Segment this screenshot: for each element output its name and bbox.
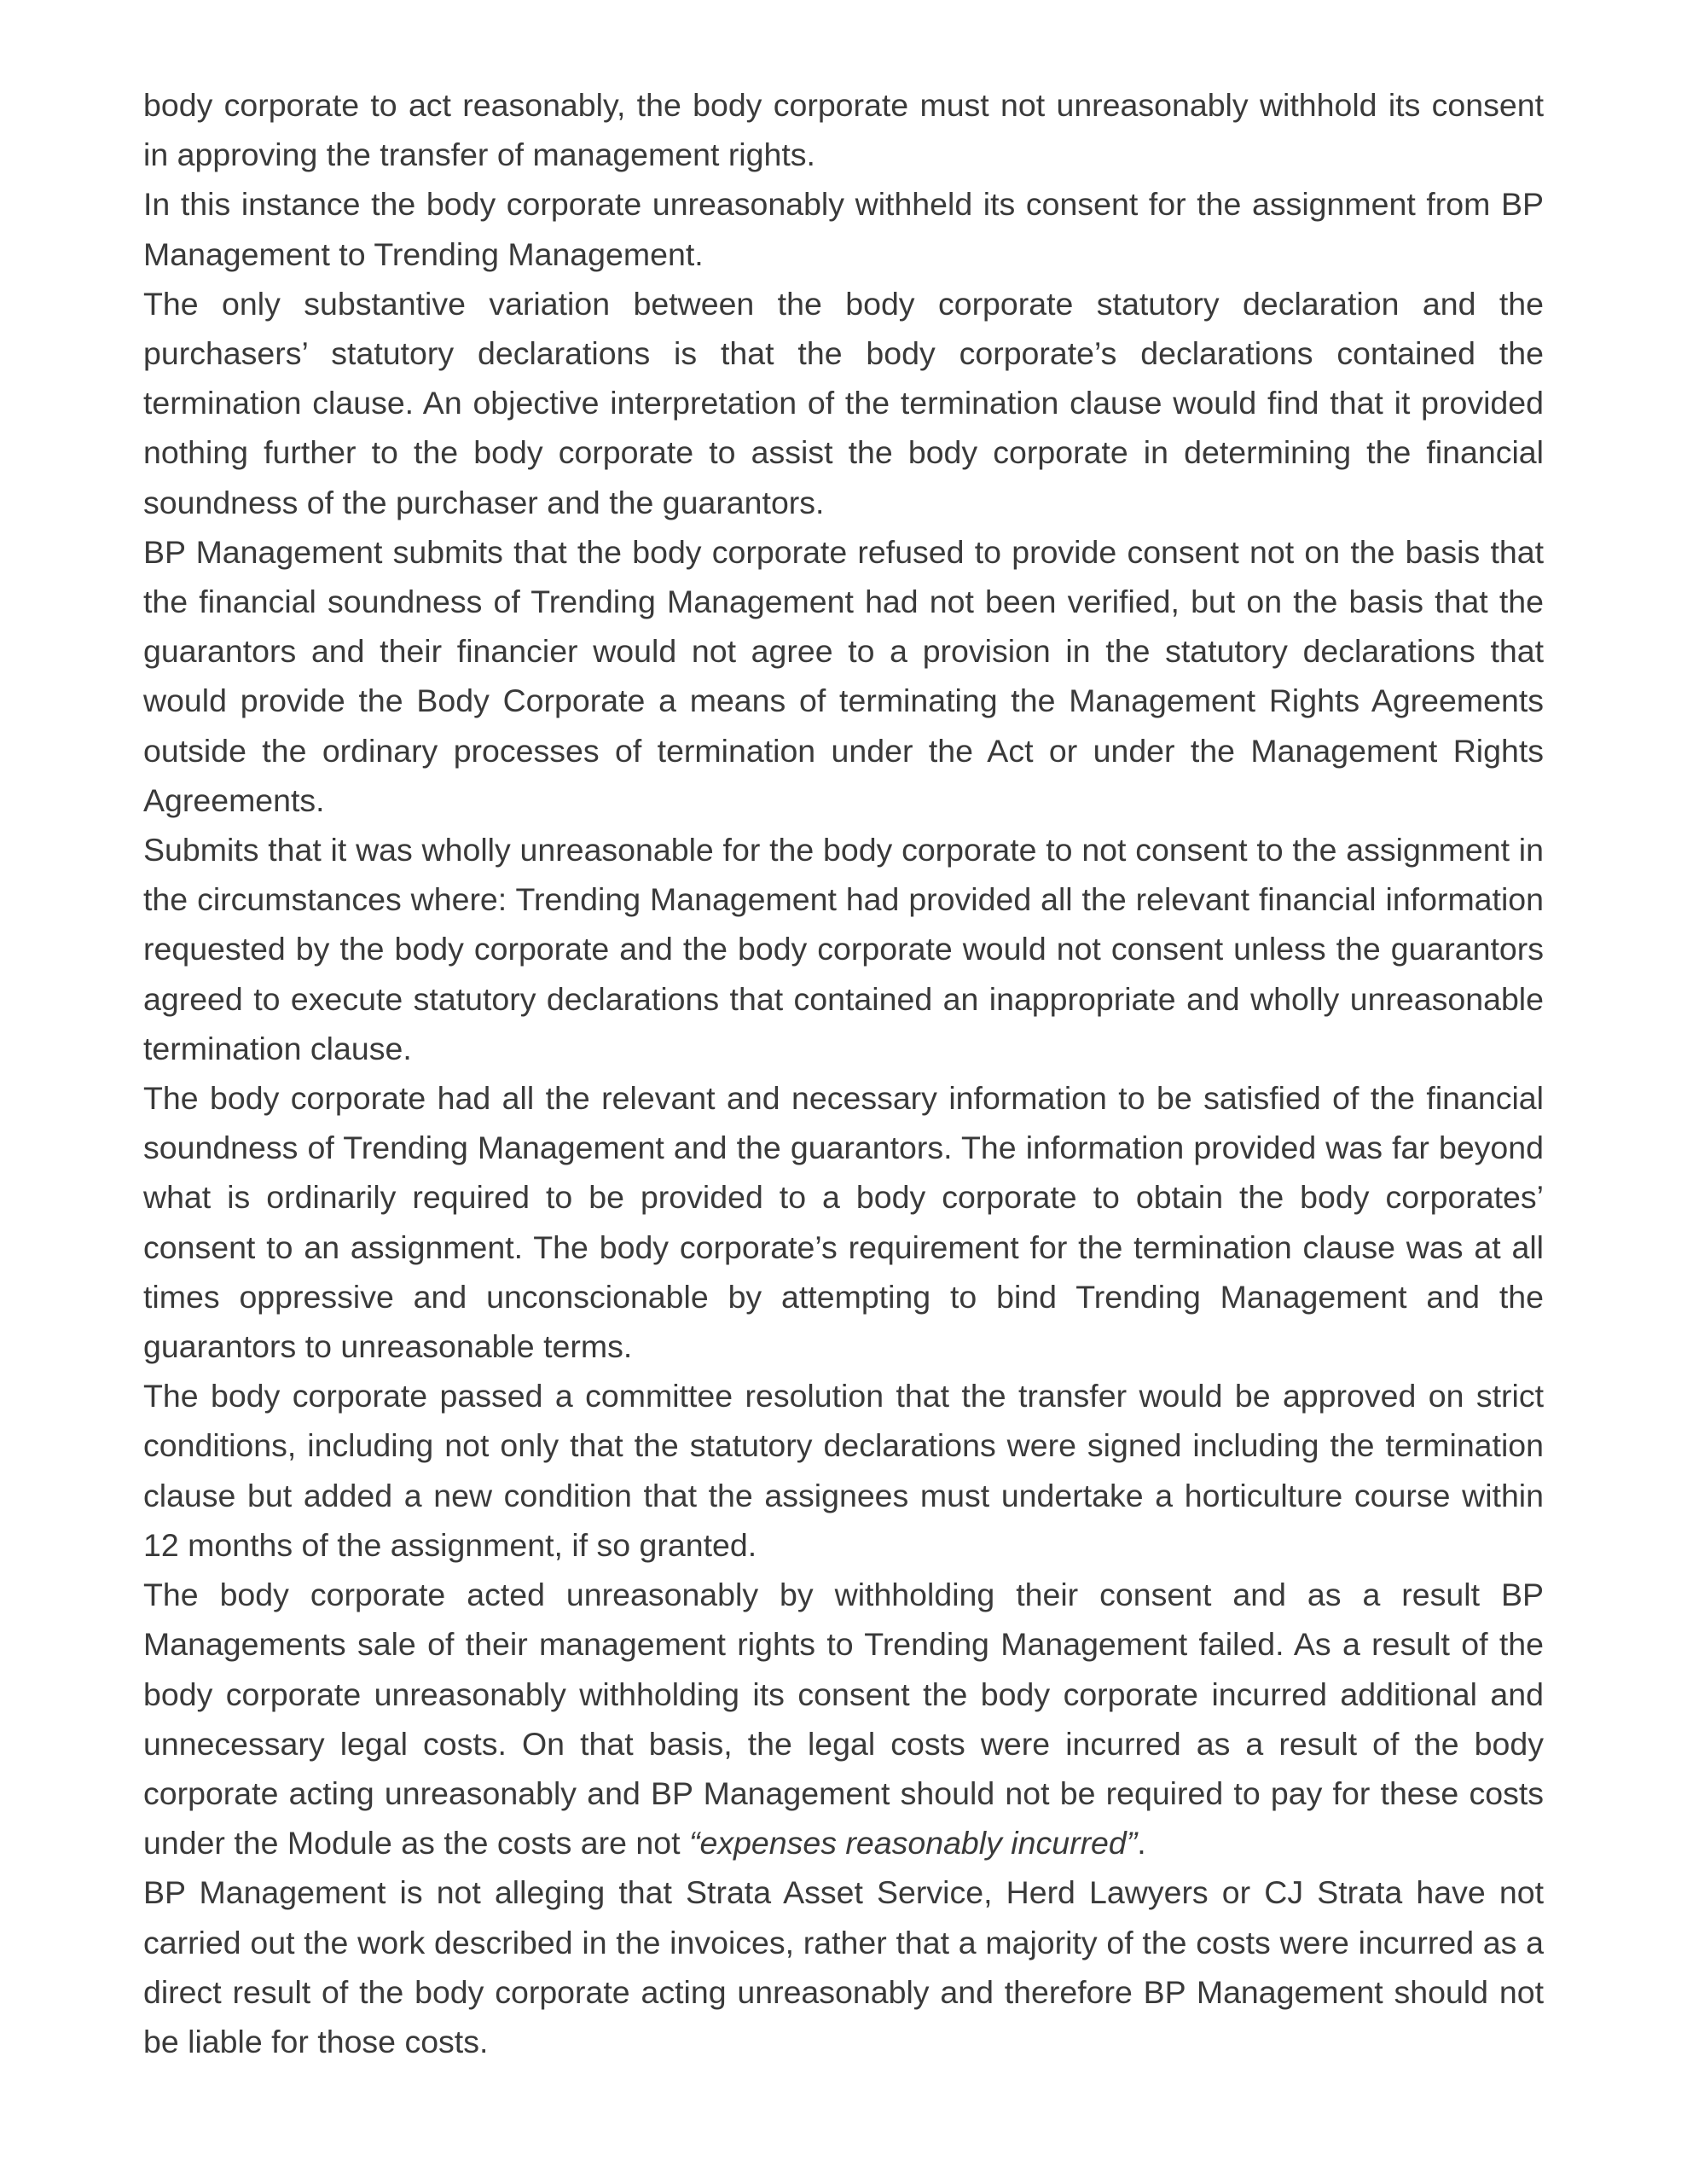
paragraph-committee-resolution: The body corporate passed a committee resolution that the transfer would be approved on strict conditions, including not only that the statutory declarations were signed including the termination clause but added a new condition that the assignees must undertake a horticulture course within 12 months of the assignment, if so granted.: [143, 1378, 1544, 1563]
paragraph-statutory-declarations: The only substantive variation between the body corporate statutory declaration and the purchasers’ statutory declarations is that the body corporate’s declarations contained the termination clause. An objective interpretation of the termination clause would find that it provided nothing further to the body corporate to assist the body corporate in determining the financial soundness of the purchaser and the guarantors.: [143, 285, 1544, 520]
paragraph-unreasonable-refusal: Submits that it was wholly unreasonable for the body corporate to not consent to the assignment in the circumstances where: Trending Management had provided all the relevant financial information requested by the body corporate and the body corporate would not consent unless the guarantors agreed to execute statutory declarations that contained an inappropriate and wholly unreasonable termination clause.: [143, 832, 1544, 1066]
document-body: [143, 80, 1544, 2066]
paragraph-consent-requirement: body corporate to act reasonably, the body corporate must not unreasonably withhold its consent in approving the transfer of management rights.: [143, 87, 1544, 173]
legal-costs-text: The body corporate acted unreasonably by withholding their consent and as a result BP Managements sale of their management rights to Trending Management failed. As a result of the body corporate unreasonably withholding its consent the body corporate incurred additional and unnecessary legal costs. On that basis, the legal costs were incurred as a result of the body corporate acting unreasonably and BP Management should not be required to pay for these costs under the Module as the costs are not: [143, 1577, 1544, 1862]
paragraph-legal-costs: [143, 1570, 1544, 1867]
paragraph-invoices: BP Management is not alleging that Strata Asset Service, Herd Lawyers or CJ Strata have not carried out the work described in the invoices, rather that a majority of the costs were incurred as a direct result of the body corporate acting unreasonably and therefore BP Management should not be liable for those costs.: [143, 1874, 1544, 2059]
paragraph-withheld-consent: In this instance the body corporate unreasonably withheld its consent for the assignment from BP Management to Trending Management.: [143, 186, 1544, 272]
paragraph-bp-submission: BP Management submits that the body corporate refused to provide consent not on the basis that the financial soundness of Trending Management had not been verified, but on the basis that the guarantors and their financier would not agree to a provision in the statutory declarations that would provide the Body Corporate a means of terminating the Management Rights Agreements outside the ordinary processes of termination under the Act or under the Management Rights Agreements.: [143, 533, 1544, 818]
legal-costs-quote: “expenses reasonably incurred”: [688, 1825, 1138, 1862]
legal-costs-end: .: [1137, 1825, 1146, 1862]
paragraph-relevant-information: The body corporate had all the relevant and necessary information to be satisfied of the financial soundness of Trending Management and the guarantors. The information provided was far beyond what is ordinarily required to be provided to a body corporate to obtain the body corporates’ consent to an assignment. The body corporate’s requirement for the termination clause was at all times oppressive and unconscionable by attempting to bind Trending Management and the guarantors to unreasonable terms.: [143, 1080, 1544, 1365]
